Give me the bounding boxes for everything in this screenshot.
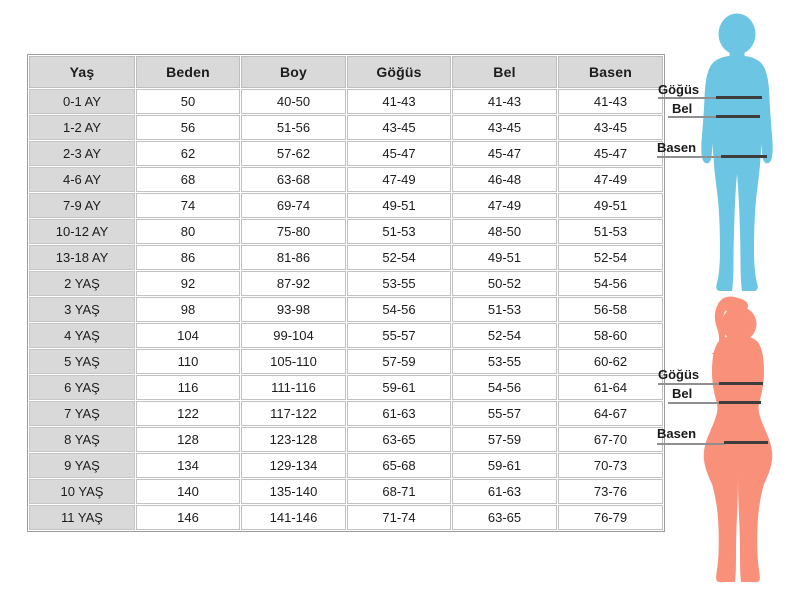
column-header-hip: Basen	[558, 56, 663, 88]
column-header-height: Boy	[241, 56, 346, 88]
table-row	[29, 89, 663, 114]
girl-hip-measure-line	[724, 441, 768, 444]
girl-waist-leader-line	[668, 402, 720, 404]
table-cell: 56	[136, 115, 240, 140]
row-label-cell: 4 YAŞ	[29, 323, 135, 348]
table-cell: 61-63	[452, 479, 557, 504]
table-cell: 80	[136, 219, 240, 244]
table-cell: 49-51	[452, 245, 557, 270]
girl-chest-leader-line	[658, 383, 720, 385]
table-cell: 61-63	[347, 401, 451, 426]
row-label-cell: 0-1 AY	[29, 89, 135, 114]
boy-waist-measure-line	[716, 115, 760, 118]
table-cell: 110	[136, 349, 240, 374]
table-row	[29, 193, 663, 218]
table-cell: 60-62	[558, 349, 663, 374]
table-cell: 70-73	[558, 453, 663, 478]
table-cell: 45-47	[558, 141, 663, 166]
table-cell: 105-110	[241, 349, 346, 374]
table-cell: 43-45	[347, 115, 451, 140]
row-label-cell: 7-9 AY	[29, 193, 135, 218]
table-cell: 68	[136, 167, 240, 192]
table-row	[29, 375, 663, 400]
column-header-chest: Göğüs	[347, 56, 451, 88]
table-cell: 56-58	[558, 297, 663, 322]
table-cell: 65-68	[347, 453, 451, 478]
row-label-cell: 10 YAŞ	[29, 479, 135, 504]
table-cell: 51-56	[241, 115, 346, 140]
boy-waist-label: Bel	[672, 101, 693, 116]
table-cell: 41-43	[452, 89, 557, 114]
table-cell: 49-51	[347, 193, 451, 218]
table-row	[29, 115, 663, 140]
table-cell: 62	[136, 141, 240, 166]
column-header-waist: Bel	[452, 56, 557, 88]
table-cell: 74	[136, 193, 240, 218]
table-cell: 59-61	[347, 375, 451, 400]
table-cell: 41-43	[347, 89, 451, 114]
table-cell: 117-122	[241, 401, 346, 426]
table-row	[29, 271, 663, 296]
table-cell: 51-53	[452, 297, 557, 322]
girl-silhouette-icon	[684, 294, 790, 586]
table-cell: 68-71	[347, 479, 451, 504]
table-row	[29, 401, 663, 426]
table-cell: 41-43	[558, 89, 663, 114]
table-cell: 54-56	[452, 375, 557, 400]
table-row	[29, 323, 663, 348]
table-cell: 52-54	[347, 245, 451, 270]
table-row	[29, 245, 663, 270]
column-header-age: Yaş	[29, 56, 135, 88]
row-label-cell: 7 YAŞ	[29, 401, 135, 426]
table-cell: 53-55	[452, 349, 557, 374]
girl-chest-measure-line	[719, 382, 763, 385]
table-cell: 99-104	[241, 323, 346, 348]
table-cell: 54-56	[558, 271, 663, 296]
table-cell: 40-50	[241, 89, 346, 114]
table-cell: 93-98	[241, 297, 346, 322]
table-cell: 49-51	[558, 193, 663, 218]
table-cell: 47-49	[558, 167, 663, 192]
row-label-cell: 2-3 AY	[29, 141, 135, 166]
table-cell: 76-79	[558, 505, 663, 530]
table-cell: 45-47	[452, 141, 557, 166]
table-cell: 73-76	[558, 479, 663, 504]
table-cell: 116	[136, 375, 240, 400]
table-cell: 51-53	[558, 219, 663, 244]
column-header-size: Beden	[136, 56, 240, 88]
boy-silhouette-icon	[684, 12, 790, 292]
girl-waist-measure-line	[719, 401, 761, 404]
table-cell: 55-57	[452, 401, 557, 426]
table-cell: 104	[136, 323, 240, 348]
boy-silhouette-figure	[684, 12, 790, 292]
table-cell: 75-80	[241, 219, 346, 244]
boy-chest-leader-line	[658, 97, 718, 99]
table-cell: 59-61	[452, 453, 557, 478]
table-row	[29, 453, 663, 478]
table-cell: 47-49	[347, 167, 451, 192]
row-label-cell: 10-12 AY	[29, 219, 135, 244]
row-label-cell: 13-18 AY	[29, 245, 135, 270]
row-label-cell: 3 YAŞ	[29, 297, 135, 322]
table-row	[29, 479, 663, 504]
table-cell: 134	[136, 453, 240, 478]
table-cell: 67-70	[558, 427, 663, 452]
table-cell: 128	[136, 427, 240, 452]
boy-hip-measure-line	[721, 155, 767, 158]
boy-chest-measure-line	[716, 96, 762, 99]
table-cell: 141-146	[241, 505, 346, 530]
table-row	[29, 167, 663, 192]
boy-waist-leader-line	[668, 116, 718, 118]
table-cell: 52-54	[558, 245, 663, 270]
boy-hip-label: Basen	[657, 140, 697, 155]
row-label-cell: 2 YAŞ	[29, 271, 135, 296]
girl-waist-label: Bel	[672, 386, 693, 401]
table-cell: 81-86	[241, 245, 346, 270]
table-row	[29, 141, 663, 166]
table-cell: 53-55	[347, 271, 451, 296]
row-label-cell: 4-6 AY	[29, 167, 135, 192]
table-cell: 63-65	[452, 505, 557, 530]
table-row	[29, 219, 663, 244]
table-cell: 63-68	[241, 167, 346, 192]
table-cell: 69-74	[241, 193, 346, 218]
table-cell: 45-47	[347, 141, 451, 166]
girl-chest-label: Göğüs	[658, 367, 700, 382]
table-row	[29, 505, 663, 530]
table-cell: 57-59	[347, 349, 451, 374]
table-cell: 111-116	[241, 375, 346, 400]
table-cell: 51-53	[347, 219, 451, 244]
table-cell: 46-48	[452, 167, 557, 192]
table-cell: 48-50	[452, 219, 557, 244]
table-cell: 98	[136, 297, 240, 322]
table-cell: 57-62	[241, 141, 346, 166]
girl-hip-label: Basen	[657, 426, 697, 441]
table-cell: 47-49	[452, 193, 557, 218]
row-label-cell: 5 YAŞ	[29, 349, 135, 374]
table-cell: 58-60	[558, 323, 663, 348]
table-cell: 50-52	[452, 271, 557, 296]
table-cell: 43-45	[452, 115, 557, 140]
table-cell: 52-54	[452, 323, 557, 348]
table-row	[29, 349, 663, 374]
boy-hip-leader-line	[657, 156, 723, 158]
table-cell: 122	[136, 401, 240, 426]
size-chart-table	[27, 54, 665, 532]
table-cell: 123-128	[241, 427, 346, 452]
table-cell: 92	[136, 271, 240, 296]
table-cell: 87-92	[241, 271, 346, 296]
table-cell: 71-74	[347, 505, 451, 530]
table-cell: 54-56	[347, 297, 451, 322]
table-cell: 43-45	[558, 115, 663, 140]
table-row	[29, 427, 663, 452]
girl-silhouette-figure	[684, 294, 790, 586]
table-body	[29, 89, 663, 530]
row-label-cell: 6 YAŞ	[29, 375, 135, 400]
row-label-cell: 1-2 AY	[29, 115, 135, 140]
row-label-cell: 11 YAŞ	[29, 505, 135, 530]
girl-hip-leader-line	[657, 443, 725, 445]
table-cell: 55-57	[347, 323, 451, 348]
table-cell: 64-67	[558, 401, 663, 426]
table-cell: 57-59	[452, 427, 557, 452]
table-cell: 135-140	[241, 479, 346, 504]
row-label-cell: 8 YAŞ	[29, 427, 135, 452]
table-cell: 61-64	[558, 375, 663, 400]
table-cell: 140	[136, 479, 240, 504]
row-label-cell: 9 YAŞ	[29, 453, 135, 478]
table-row	[29, 297, 663, 322]
table-cell: 63-65	[347, 427, 451, 452]
table-cell: 129-134	[241, 453, 346, 478]
boy-chest-label: Göğüs	[658, 82, 700, 97]
table-cell: 86	[136, 245, 240, 270]
table-cell: 50	[136, 89, 240, 114]
table-header-row	[29, 56, 663, 88]
table-cell: 146	[136, 505, 240, 530]
